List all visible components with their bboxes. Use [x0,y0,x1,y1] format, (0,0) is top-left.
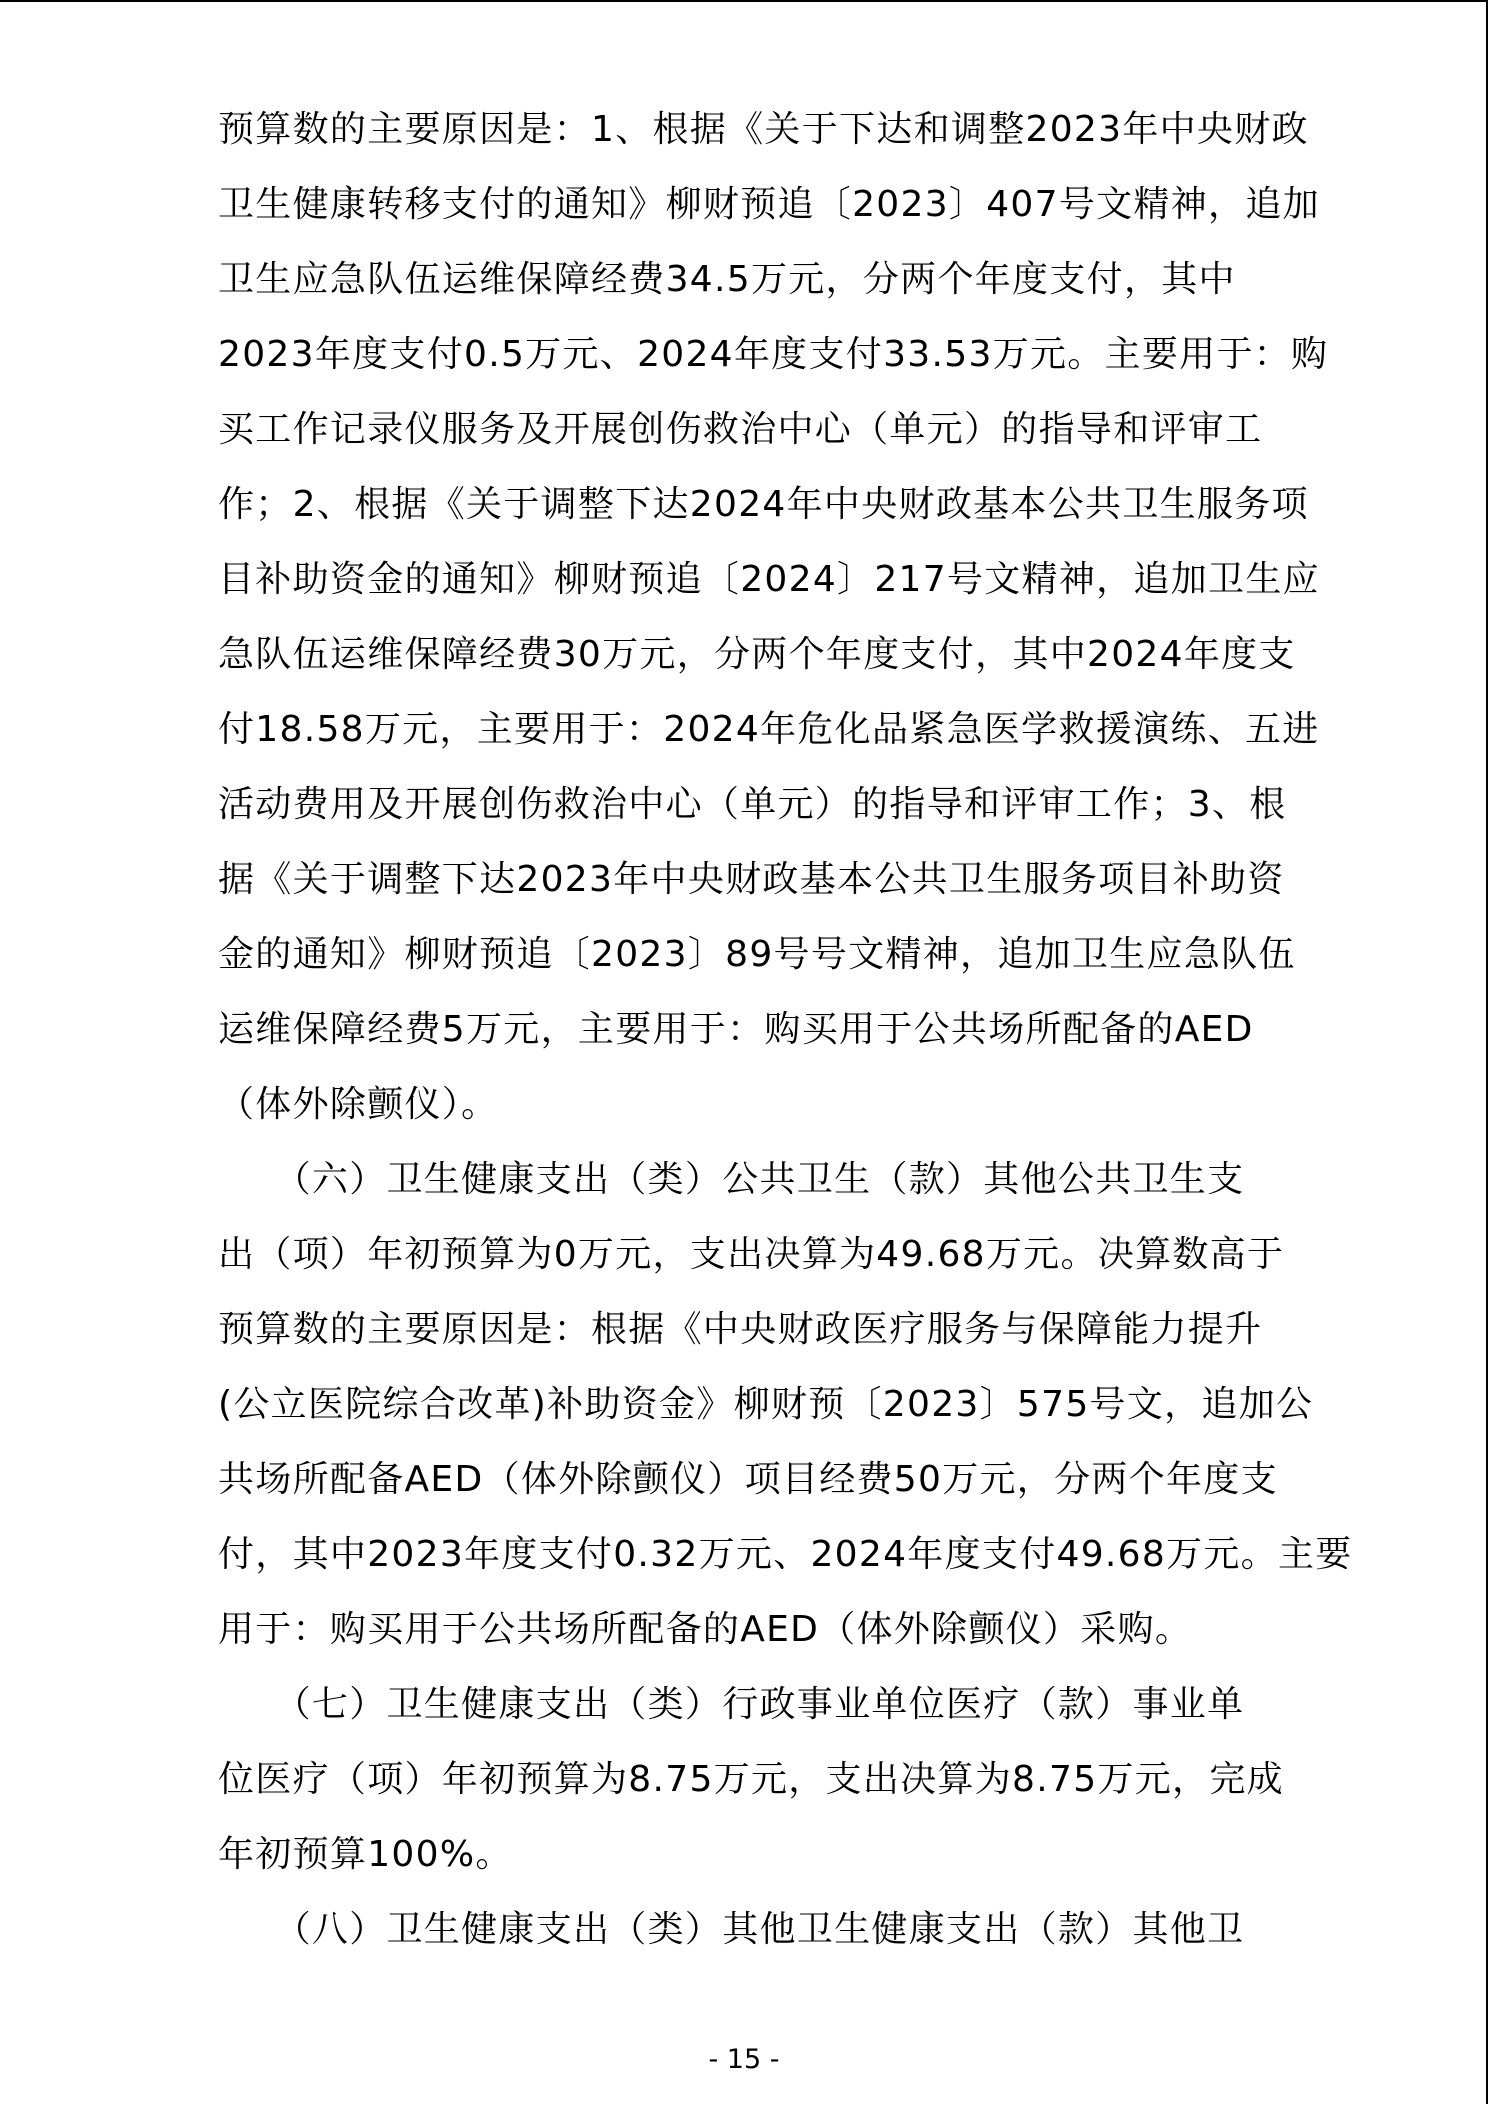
text-line: 用于：购买用于公共场所配备的AED（体外除颤仪）采购。 [218,1609,1193,1650]
text-line: 卫生应急队伍运维保障经费34.5万元，分两个年度支付，其中 [218,259,1236,300]
page-number: - 15 - [708,2044,780,2075]
text-line: 活动费用及开展创伤救治中心（单元）的指导和评审工作；3、根 [218,784,1287,825]
text-line: 卫生健康转移支付的通知》柳财预追〔2023〕407号文精神，追加 [218,184,1320,225]
text-line: 预算数的主要原因是：1、根据《关于下达和调整2023年中央财政 [218,109,1309,150]
text-line: 预算数的主要原因是：根据《中央财政医疗服务与保障能力提升 [218,1309,1263,1350]
section-heading-line: （七）卫生健康支出（类）行政事业单位医疗（款）事业单 [218,1684,1245,1725]
text-line: 付，其中2023年度支付0.32万元、2024年度支付49.68万元。主要 [218,1534,1353,1575]
text-line: 付18.58万元，主要用于：2024年危化品紧急医学救援演练、五进 [218,709,1320,750]
text-line: 金的通知》柳财预追〔2023〕89号号文精神，追加卫生应急队伍 [218,934,1296,975]
text-line: 2023年度支付0.5万元、2024年度支付33.53万元。主要用于：购 [218,334,1329,375]
text-line: 年初预算100%。 [218,1834,513,1875]
text-line: （体外除颤仪）。 [218,1084,499,1125]
text-line: 出（项）年初预算为0万元，支出决算为49.68万元。决算数高于 [218,1234,1285,1275]
document-body [218,92,1353,1967]
text-line: 买工作记录仪服务及开展创伤救治中心（单元）的指导和评审工 [218,409,1263,450]
section-heading-line: （八）卫生健康支出（类）其他卫生健康支出（款）其他卫 [218,1909,1245,1950]
page-border-top [0,0,1488,2]
text-line: 急队伍运维保障经费30万元，分两个年度支付，其中2024年度支 [218,634,1296,675]
text-line: 位医疗（项）年初预算为8.75万元，支出决算为8.75万元，完成 [218,1759,1284,1800]
section-heading-line: （六）卫生健康支出（类）公共卫生（款）其他公共卫生支 [218,1159,1245,1200]
text-line: 运维保障经费5万元，主要用于：购买用于公共场所配备的AED [218,1009,1254,1050]
text-line: 据《关于调整下达2023年中央财政基本公共卫生服务项目补助资 [218,859,1285,900]
text-line: 作；2、根据《关于调整下达2024年中央财政基本公共卫生服务项 [218,484,1309,525]
text-line: (公立医院综合改革)补助资金》柳财预〔2023〕575号文，追加公 [218,1384,1314,1425]
text-line: 目补助资金的通知》柳财预追〔2024〕217号文精神，追加卫生应 [218,559,1320,600]
text-line: 共场所配备AED（体外除颤仪）项目经费50万元，分两个年度支 [218,1459,1278,1500]
